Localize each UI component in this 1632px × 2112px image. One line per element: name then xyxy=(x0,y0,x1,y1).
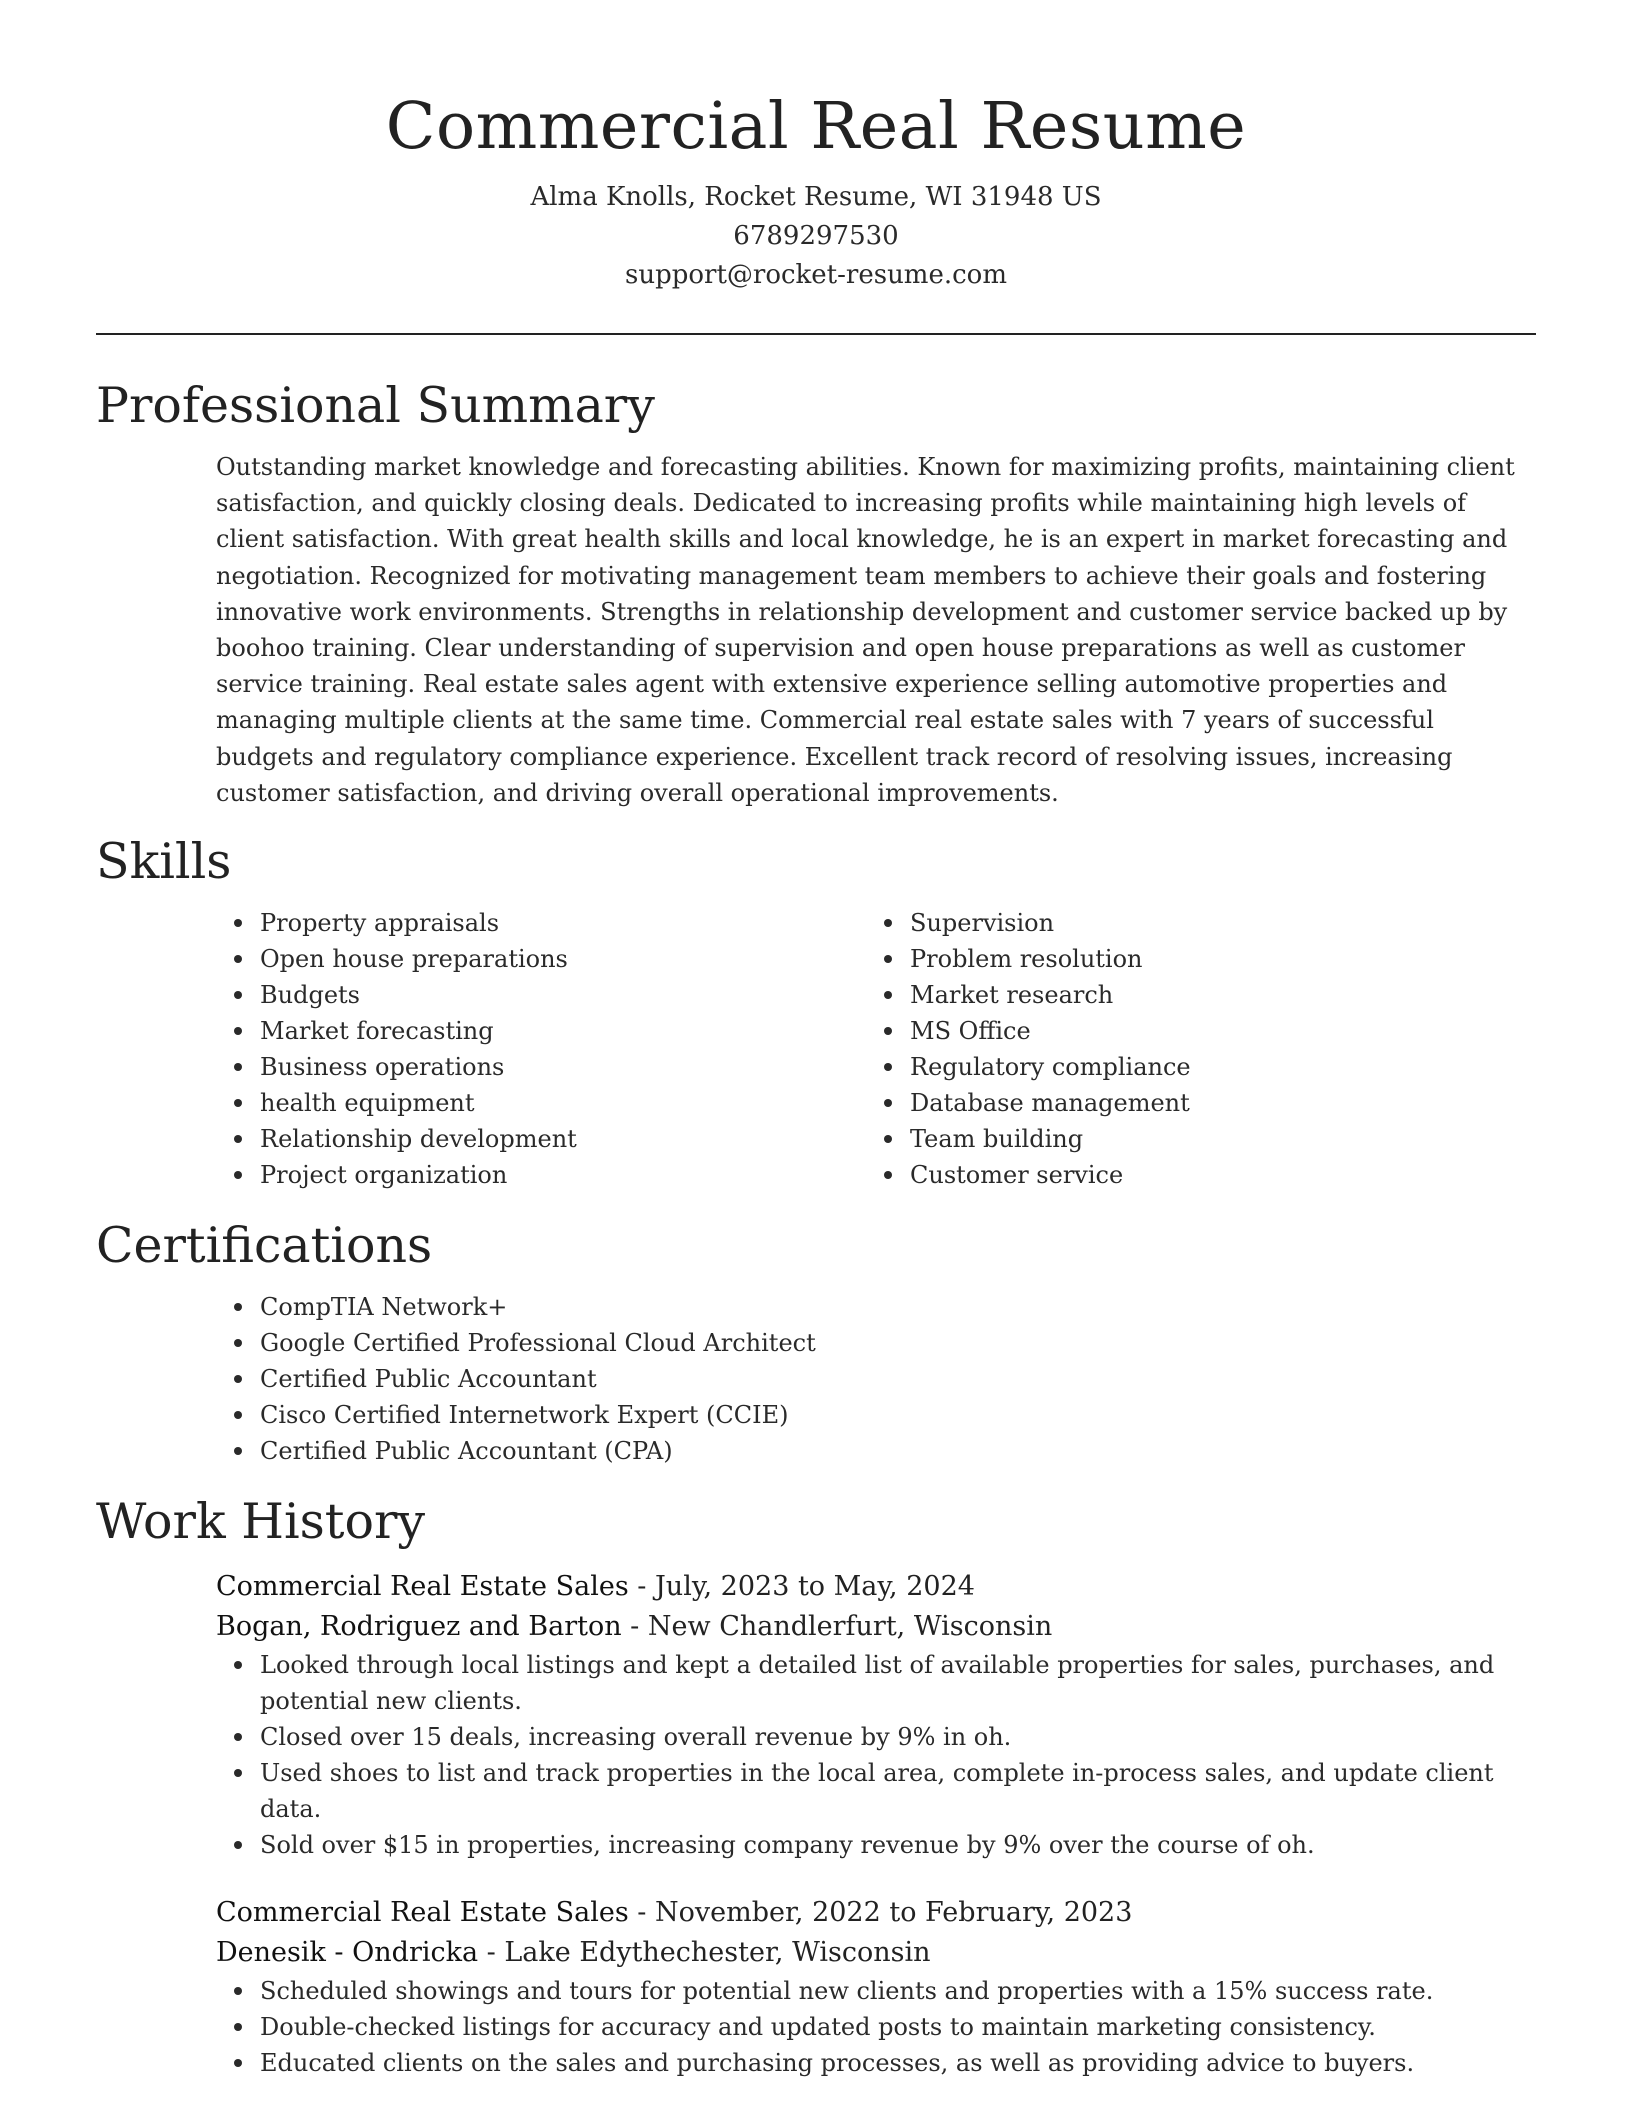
job-location: New Chandlerfurt, Wisconsin xyxy=(647,1611,1053,1643)
certification-item: Certified Public Accountant xyxy=(216,1361,1536,1397)
job-separator: - xyxy=(478,1937,505,1969)
summary-text: Outstanding market knowledge and forecasting abilities. Known for maximizing profits, maintaining client satisfaction, and quickly closing deals. Dedicated to increasing profits while maintaining high levels of client satisfaction. With great health skills and local knowledge, he is an expert in market forecasting and negotiation. Recognized for motivating management team members to achieve their goals and fostering innovative work environments. Strengths in relationship development and customer service backed up by boohoo training. Clear understanding of supervision and open house preparations as well as customer service training. Real estate sales agent with extensive experience selling automotive properties and managing multiple clients at the same time. Commercial real estate sales with 7 years of successful budgets and regulatory compliance experience. Excellent track record of resolving issues, increasing customer satisfaction, and driving overall operational improvements. xyxy=(216,453,1515,807)
resume-title: Commercial Real Resume xyxy=(385,89,1247,164)
skill-item: Property appraisals xyxy=(216,905,866,941)
skill-item: health equipment xyxy=(216,1085,866,1121)
job-bullet: Looked through local listings and kept a detailed list of available properties for sales, purchases, and potential new clients. xyxy=(216,1647,1536,1719)
contact-block xyxy=(96,178,1536,295)
skill-item: Team building xyxy=(866,1121,1516,1157)
skills-column-left xyxy=(216,905,866,1193)
certifications-body xyxy=(216,1289,1536,1469)
contact-address: Alma Knolls, Rocket Resume, WI 31948 US xyxy=(530,182,1102,212)
skill-item: Problem resolution xyxy=(866,941,1516,977)
job-bullet: Used shoes to list and track properties in the local area, complete in-process sales, and update client data. xyxy=(216,1755,1536,1827)
job-company-line xyxy=(216,1933,1536,1973)
certification-item: CompTIA Network+ xyxy=(216,1289,1536,1325)
job-dates: November, 2022 to February, 2023 xyxy=(654,1897,1133,1929)
contact-email: support@rocket-resume.com xyxy=(624,260,1007,290)
skill-item: Open house preparations xyxy=(216,941,866,977)
job-title-line xyxy=(216,1567,1536,1607)
skill-item: Supervision xyxy=(866,905,1516,941)
job-bullet: Double-checked listings for accuracy and updated posts to maintain marketing consistency. xyxy=(216,2009,1536,2045)
certifications-section xyxy=(96,1215,1536,1469)
work-history-heading: Work History xyxy=(96,1493,426,1551)
job-bullet: Sold over $15 in properties, increasing company revenue by 9% over the course of oh. xyxy=(216,1827,1536,1863)
skills-section xyxy=(96,831,1536,1193)
job-company: Bogan, Rodriguez and Barton xyxy=(216,1611,622,1643)
contact-phone: 6789297530 xyxy=(733,221,899,251)
job-separator: - xyxy=(621,1611,648,1643)
certification-item: Certified Public Accountant (CPA) xyxy=(216,1433,1536,1469)
job-entry xyxy=(216,1893,1536,2081)
skill-item: Database management xyxy=(866,1085,1516,1121)
skill-item: Budgets xyxy=(216,977,866,1013)
skill-item: Customer service xyxy=(866,1157,1516,1193)
resume-header xyxy=(96,0,1536,295)
summary-section xyxy=(96,375,1536,811)
job-entry xyxy=(216,1567,1536,1863)
skill-item: Relationship development xyxy=(216,1121,866,1157)
job-bullets xyxy=(216,1973,1536,2081)
skill-item: Business operations xyxy=(216,1049,866,1085)
skill-item: Project organization xyxy=(216,1157,866,1193)
skill-item: Regulatory compliance xyxy=(866,1049,1516,1085)
job-title: Commercial Real Estate Sales xyxy=(216,1571,629,1603)
work-history-section xyxy=(96,1491,1536,2081)
skills-grid xyxy=(216,905,1536,1193)
resume-page xyxy=(96,0,1536,2081)
job-company: Denesik - Ondricka xyxy=(216,1937,479,1969)
skill-item: Market research xyxy=(866,977,1516,1013)
summary-heading: Professional Summary xyxy=(96,377,655,434)
job-title: Commercial Real Estate Sales xyxy=(216,1897,629,1929)
job-bullet: Closed over 15 deals, increasing overall revenue by 9% in oh. xyxy=(216,1719,1536,1755)
skill-item: MS Office xyxy=(866,1013,1516,1049)
header-divider xyxy=(96,333,1536,335)
job-dates: July, 2023 to May, 2024 xyxy=(654,1571,975,1603)
job-company-line xyxy=(216,1607,1536,1647)
certifications-heading: Certifications xyxy=(96,1217,433,1275)
job-bullets xyxy=(216,1647,1536,1863)
job-location: Lake Edythechester, Wisconsin xyxy=(504,1937,931,1969)
skills-heading: Skills xyxy=(96,833,232,891)
job-separator: - xyxy=(628,1571,655,1603)
job-bullet: Scheduled showings and tours for potential new clients and properties with a 15% success rate. xyxy=(216,1973,1536,2009)
certification-item: Cisco Certified Internetwork Expert (CCIE) xyxy=(216,1397,1536,1433)
skill-item: Market forecasting xyxy=(216,1013,866,1049)
job-bullet: Educated clients on the sales and purchasing processes, as well as providing advice to buyers. xyxy=(216,2045,1536,2081)
certification-item: Google Certified Professional Cloud Architect xyxy=(216,1325,1536,1361)
skills-column-right xyxy=(866,905,1516,1193)
job-separator: - xyxy=(628,1897,655,1929)
job-title-line xyxy=(216,1893,1536,1933)
summary-body xyxy=(216,449,1536,811)
